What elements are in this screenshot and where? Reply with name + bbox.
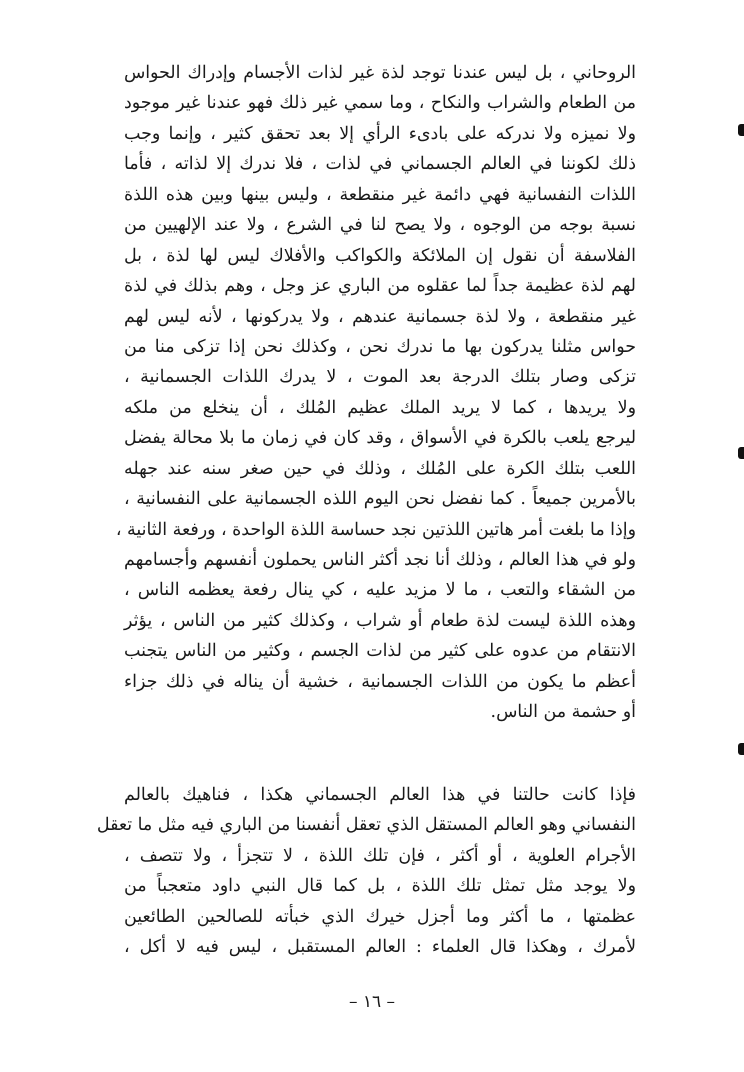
text-line: النفساني وهو العالم المستقل الذي تعقل أنفسنا من الباري فيه مثل ما تعقل — [96, 815, 636, 836]
text-line: من الطعام والشراب والنكاح ، وما سمي غير ذلك فهو عندنا غير موجود — [124, 93, 636, 114]
text-line: ولا نميزه ولا ندركه على بادىء الرأي إلا بعد تحقق كثير ، وإنما وجب — [124, 123, 636, 144]
text-line: وإذا ما بلغت أمر هاتين اللذتين نجد حساسة اللذة الواحدة ، ورفعة الثانية ، — [115, 519, 636, 540]
paragraph-2 — [96, 780, 636, 963]
text-line: فإذا كانت حالتنا في هذا العالم الجسماني هكذا ، فناهيك بالعالم — [124, 785, 636, 805]
text-line: وهذه اللذة ليست لذة طعام أو شراب ، وكذلك كثير من الناس ، يؤثر — [124, 610, 636, 631]
text-line: اللذات النفسانية فهي دائمة غير منقطعة ، وليس بينها وبين هذه اللذة — [124, 184, 636, 205]
text-line: حواس مثلنا يدركون بها ما ندرك نحن ، وكذلك نحن إذا تزكى منا من — [124, 336, 636, 357]
margin-mark — [738, 743, 744, 755]
text-line: ذلك لكوننا في العالم الجسماني في لذات ، فلا ندرك إلا لذاته ، فأما — [124, 154, 636, 175]
text-line: نسبة بوجه من الوجوه ، ولا يصح لنا في الشرع ، ولا عند الإلهيين من — [124, 215, 636, 236]
text-line: الانتقام من عدوه على كثير من لذات الجسم ، وكثير من الناس يتجنب — [124, 641, 636, 662]
margin-mark — [738, 124, 744, 136]
text-line: غير منقطعة ، ولا لذة جسمانية عندهم ، ولا يدركونها ، لأنه ليس لهم — [124, 306, 636, 327]
paragraph-1 — [115, 58, 636, 728]
text-line: من الشقاء والتعب ، ما لا مزيد عليه ، كي ينال رفعة يعظمه الناس ، — [124, 580, 636, 601]
text-line: تزكى وصار بتلك الدرجة بعد الموت ، لا يدرك اللذات الجسمانية ، — [124, 367, 636, 388]
text-line: ولا يريدها ، كما لا يريد الملك عظيم المُلك ، أن ينخلع من ملكه — [124, 397, 636, 418]
text-line: عظمتها ، ما أكثر وما أجزل خيرك الذي خبأته للصالحين الطائعين — [124, 906, 636, 927]
text-line: الروحاني ، بل ليس عندنا توجد لذة غير لذات الأجسام وإدراك الحواس — [124, 63, 636, 83]
text-line: ليرجع يلعب بالكرة في الأسواق ، وقد كان في زمان ما بلا محالة يفضل — [124, 428, 636, 449]
text-line: أو حشمة من الناس. — [490, 702, 636, 723]
text-line: بالأمرين جميعاً . كما نفضل نحن اليوم اللذه الجسمانية على النفسانية ، — [124, 489, 636, 510]
text-line: الفلاسفة أن نقول إن الملائكة والكواكب والأفلاك ليس لها لذة ، بل — [124, 245, 636, 266]
text-line: لهم لذة عظيمة جداً لما عقلوه من الباري عز وجل ، وهم بذلك في لذة — [124, 276, 636, 297]
text-line: اللعب بتلك الكرة على المُلك ، وذلك في حين صغر سنه عند جهله — [124, 458, 636, 479]
text-line: لأمرك ، وهكذا قال العلماء : العالم المستقبل ، ليس فيه لا أكل ، — [124, 937, 636, 958]
text-line: ولا يوجد مثل تمثل تلك اللذة ، بل كما قال النبي داود متعجباً من — [124, 876, 636, 897]
text-line: الأجرام العلوية ، أو أكثر ، فإن تلك اللذة ، لا تتجزأ ، ولا تتصف ، — [124, 845, 636, 866]
text-line: أعظم ما يكون من اللذات الجسمانية ، خشية أن يناله في ذلك جزاء — [124, 671, 636, 692]
page-number: – ١٦ – — [348, 992, 396, 1012]
text-line: ولو في هذا العالم ، وذلك أنا نجد أكثر الناس يحملون أنفسهم وأجسامهم — [124, 550, 636, 570]
margin-mark — [738, 447, 744, 459]
